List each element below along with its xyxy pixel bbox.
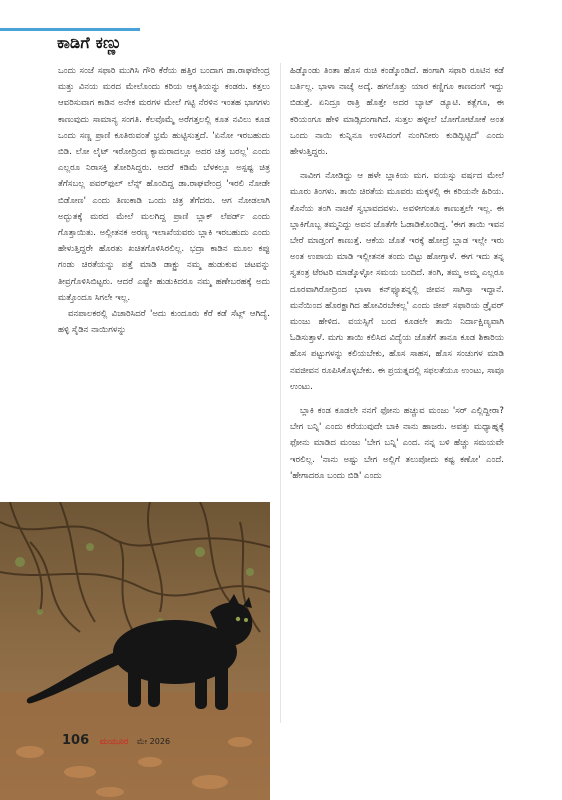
right-paragraph-2: ನಾವೀಗ ನೋಡಿದ್ದು ಆ ಹಳೇ ಬ್ಲಾಕಿಯ ಮಗ. ವಯಸ್ಸು ವರ್ಷದ ಮೇಲೆ ಮೂರು ತಿಂಗಳು. ತಾಯಿ ಚಿರತೆಯ ಮೂವರು ಮಕ್ಕಳಲ್ಲಿ ಈ ಕರಿಯನೇ ಹಿರಿಯ. ಕೊನೆಯ ತಂಗಿ ನಾಚಿಕೆ ಸ್ವಭಾವದವಳು. ಅವಳೀಗಂತೂ ಕಾಣುತ್ತಲೇ ಇಲ್ಲ. ಈ ಬ್ಲಾಕಿಗೊಬ್ಬ ತಮ್ಮನಿದ್ದು ಅವನ ಜೊತೆಗೇ ಓಡಾಡಿಕೊಂಡಿದ್ದ. 'ಈಗ ತಾಯಿ ಇವನ ಬೇರೆ ಮಾಡ್ತಂಗೆ ಕಾಣುತ್ತೆ. ಆಕೆಯ ಜೊತೆ ಇರಕ್ಕೆ ಹೋದ್ರೆ ಬ್ಲಾಡ ಇಲ್ಲೇ ಇರು ಅಂತ ಉಪಾಯ ಮಾಡಿ ಇಲ್ಲೀತನಕ ತಂದು ಬಿಟ್ಟು ಹೋಗ್ತಾಳೆ. ಈಗ ಇದು ತನ್ನ ಸ್ವತಂತ್ರ ಟೆರಟರಿ ಮಾಡ್ಕೊಳ್ಳೋ ಸಮಯ ಬಂದಿದೆ. ತಂಗಿ, ತಮ್ಮ ಅಮ್ಮ ಎಲ್ಲರೂ ದೂರವಾಗಿರೋದ್ರಿಂದ ಭಾಳಾ ಕನ್‌ಫ್ಯೂಶನ್ನಲ್ಲಿ ಜೀವನ ಸಾಗಿಸ್ತಾ ಇದ್ದಾನೆ. ಮನೆಯಿಂದ ಹೊರಕ್ಹಾಗಿದ ಹೋವಿರಬೇಕಲ್ಲ' ಎಂದು ಜೀಪ್ ಸಫಾರಿಯ ಡ್ರೈವರ್ ಮಂಜು ಹೇಳಿದ. ವಯಸ್ಸಿಗೆ ಬಂದ ಕೂಡಲೇ ತಾಯಿ ನಿರ್ದಾಕ್ಷಿಣ್ಯವಾಗಿ ಓಡಿಸುತ್ತಾಳೆ. ಮಗು ತಾಯಿ ಕಲಿಸಿದ ವಿದ್ಯೆಯ ಜೊತೆಗೆ ತಾನೂ ಕೂಡ ಶಿಕಾರಿಯ ಹೊಸ ಪಟ್ಟುಗಳನ್ನು ಕಲಿಯಬೇಕು, ಹೊಸ ಸಾಹಸ, ಹೊಸ ಸಂಚುಗಳ ಮಾಡಿ ನವಜೀವನ ರೂಪಿಸಿಕೊಳ್ಳಬೇಕು. ಈ ಪ್ರಯತ್ನದಲ್ಲಿ ಸಫಲತೆಯೂ ಉಂಟು, ಸಾವೂ ಉಂಟು.	[290, 171, 504, 392]
left-paragraph-1: ಒಂದು ಸಂಜೆ ಸಫಾರಿ ಮುಗಿಸಿ ಗೌರಿ ಕೆರೆಯ ಹತ್ತಿರ ಬಂದಾಗ ಡಾ.ರಾಘವೇಂದ್ರ ಮತ್ತು ವಿನಯ ಮರದ ಮೇಲೊಂದು ಕರಿಯ ಆಕೃತಿಯನ್ನು ಕಂಡರು. ಕತ್ತಲು ಆವರಿಸುವಾಗ ಕಾಡಿನ ಅನೇಕ ಮರಗಳ ಮೇಲೆ ಗಟ್ಟಿ ನೆರಳಿನ ಇಂತಹ ಭಾಗಗಳು ಕಾಣುವುದು ಸಾಮಾನ್ಯ ಸಂಗತಿ. ಕೆಲವೊಮ್ಮೆ ಅರೆಗತ್ತಲಲ್ಲಿ ಕೂತ ನವಿಲು ಕೂಡ ಒಂದು ಸಣ್ಣ ಪ್ರಾಣಿ ಕೂತಿರುವಂತೆ ಭ್ರಮೆ ಹುಟ್ಟಿಸುತ್ತದೆ. 'ಏನೋ ಇರಬಹುದು ಬಿಡಿ. ಲೋ ಲೈಟ್ ಇರೋದ್ರಿಂದ ಕ್ಯಾಮರಾದಲ್ಲೂ ಅದರ ಚಿತ್ರ ಬರಲ್ಲ' ಎಂದು ಎಲ್ಲರೂ ನಿರಾಸಕ್ತಿ ತೋರಿಸಿದ್ದರು. ಆದರೆ ಕಡಿಮೆ ಬೆಳಕಲ್ಲೂ ಅಸ್ಪಷ್ಟ ಚಿತ್ರ ತೆಗೆಸಬಲ್ಲ ಪವರ್‌ಫುಲ್ ಲೆನ್ಸ್ ಹೊಂದಿದ್ದ ಡಾ.ರಾಘವೇಂದ್ರ 'ಇರಲಿ ನೋಡೇ ಬಿಡೋಣ' ಎಂದು ತಿಣುಕಾಡಿ ಒಂದು ಚಿತ್ರ ತೆಗೆದರು. ಆಗ ನೋಡಲಾಗಿ ಅದ್ಭುತಕ್ಕೆ ಮರದ ಮೇಲೆ ಮಲಗಿದ್ದ ಪ್ರಾಣಿ ಬ್ಲಾಕ್ ಲೆಪರ್ಡ್ ಎಂದು ಗೊತ್ತಾಯಿತು. ಅಲ್ಲೀತನಕ ಅರಣ್ಯ ಇಲಾಖೆಯವರು ಬ್ಲಾಕಿ ಇರಬಹುದು ಎಂದು ಹೇಳುತ್ತಿದ್ದರೇ ಹೊರತು ಖಚಿತಗೊಳಿಸಿರಲಿಲ್ಲ. ಭದ್ರಾ ಕಾಡಿನ ಮೂಲ ಕಪ್ಪು ಗಂಡು ಚಿರತೆಯನ್ನು ಪತ್ತೆ ಮಾಡಿ ಡಾಕ್ಟ್ರು ನಮ್ಮ ಹುಡುಕುವ ಚಟವನ್ನು ತೀವ್ರಗೊಳಿಸಿಬಿಟ್ಟರು. ಆದರೆ ಎಷ್ಟೇ ಹುಡುಕಿದರೂ ನಮ್ಮ ಹಣೇಬರಹಕ್ಕೆ ಅದು ಮತ್ತೊಂದೂ ಸಿಗಲೇ ಇಲ್ಲ.	[58, 66, 270, 303]
column-divider	[280, 63, 281, 723]
left-column	[58, 63, 270, 338]
black-leopard-photo	[0, 502, 270, 800]
header-rule	[0, 28, 140, 31]
issue-date: ಮೇ 2026	[136, 737, 171, 746]
page-number: 106	[62, 733, 90, 748]
right-column	[290, 63, 504, 484]
right-paragraph-3: ಬ್ಲಾಕಿ ಕಂಡ ಕೂಡಲೇ ನನಗೆ ಫೋನು ಹಚ್ಚುವ ಮಂಜು 'ಸರ್ ಎಲ್ಲಿದ್ದೀರಾ? ಬೇಗ ಬನ್ನಿ' ಎಂದು ಕರೆಯುವುದೇ ಬಾಕಿ ನಾನು ಹಾಜರು. ಅವತ್ತು ಮಧ್ಯಾಹ್ನಕ್ಕೆ ಫೋನು ಮಾಡಿದ ಮಂಜು 'ಬೇಗ ಬನ್ನಿ' ಎಂದ. ನನ್ನ ಬಳಿ ಹೆಚ್ಚು ಸಮಯವೇ ಇರಲಿಲ್ಲ. 'ನಾನು ಅಷ್ಟು ಬೇಗ ಅಲ್ಲಿಗೆ ತಲುಪೋದು ಕಷ್ಟ ಕಣೋ' ಎಂದೆ. 'ಹೇಗಾದರೂ ಬಂದು ಬಿಡಿ' ಎಂದು	[290, 406, 504, 481]
section-title: ಕಾಡಿಗೆ ಕಣ್ಣು	[57, 33, 122, 52]
right-paragraph-1: ಹಿಡ್ಕೊಂಡು ತಿಂತಾ ಹೊಸ ರುಚಿ ಕಂಡ್ಕೊಂಡಿದೆ. ಹಂಗಾಗಿ ಸಫಾರಿ ರೂಟಿನ ಕಡೆ ಬರ್ತಿಲ್ಲ. ಭಾಳಾ ನಾಚ್ಕೆ ಅದ್ಕೆ. ಹಗಲೊತ್ತು ಯಾರ ಕಣ್ಣಿಗೂ ಕಾಣದಂಗೆ ಇದ್ದು ಬಿಡುತ್ತೆ. ಏನಿದ್ರೂ ರಾತ್ರಿ ಹೊತ್ತೇ ಅದರ ಬ್ಯಾಟ್ ಡ್ಯೂಟಿ. ಕತ್ಲೆಗೂ, ಈ ಕರಿಯಂಗೂ ಹೇಳಿ ಮಾಡ್ಸಿದಂಗಾಗಿದೆ. ಸುತ್ತಲ ಹಳ್ಳೀಲೆ ಬೋಗೋಟೋಕೆ ಅಂತ ಒಂದು ನಾಯಿ ಕುನ್ನಿನೂ ಉಳಿಸಿದಂಗೆ ನುಂಗಿನೀರು ಕುಡಿದ್ಬಿಟ್ಟಿದೆ' ಎಂದು ಹೇಳುತ್ತಿದ್ದರು.	[290, 66, 504, 158]
left-paragraph-2: ವನಪಾಲಕರಲ್ಲಿ ವಿಚಾರಿಸಿದರೆ 'ಅದು ಕುಂದೂರು ಕೆರೆ ಕಡೆ ಸೆಟ್ಲ್ ಆಗಿದ್ಯೆ. ಹಳ್ಳಿ ಸೈಡಿನ ನಾಯಿಗಳನ್ನು	[58, 309, 270, 336]
page-footer	[62, 733, 170, 748]
magazine-logo: ಮಯೂರ	[99, 737, 129, 747]
